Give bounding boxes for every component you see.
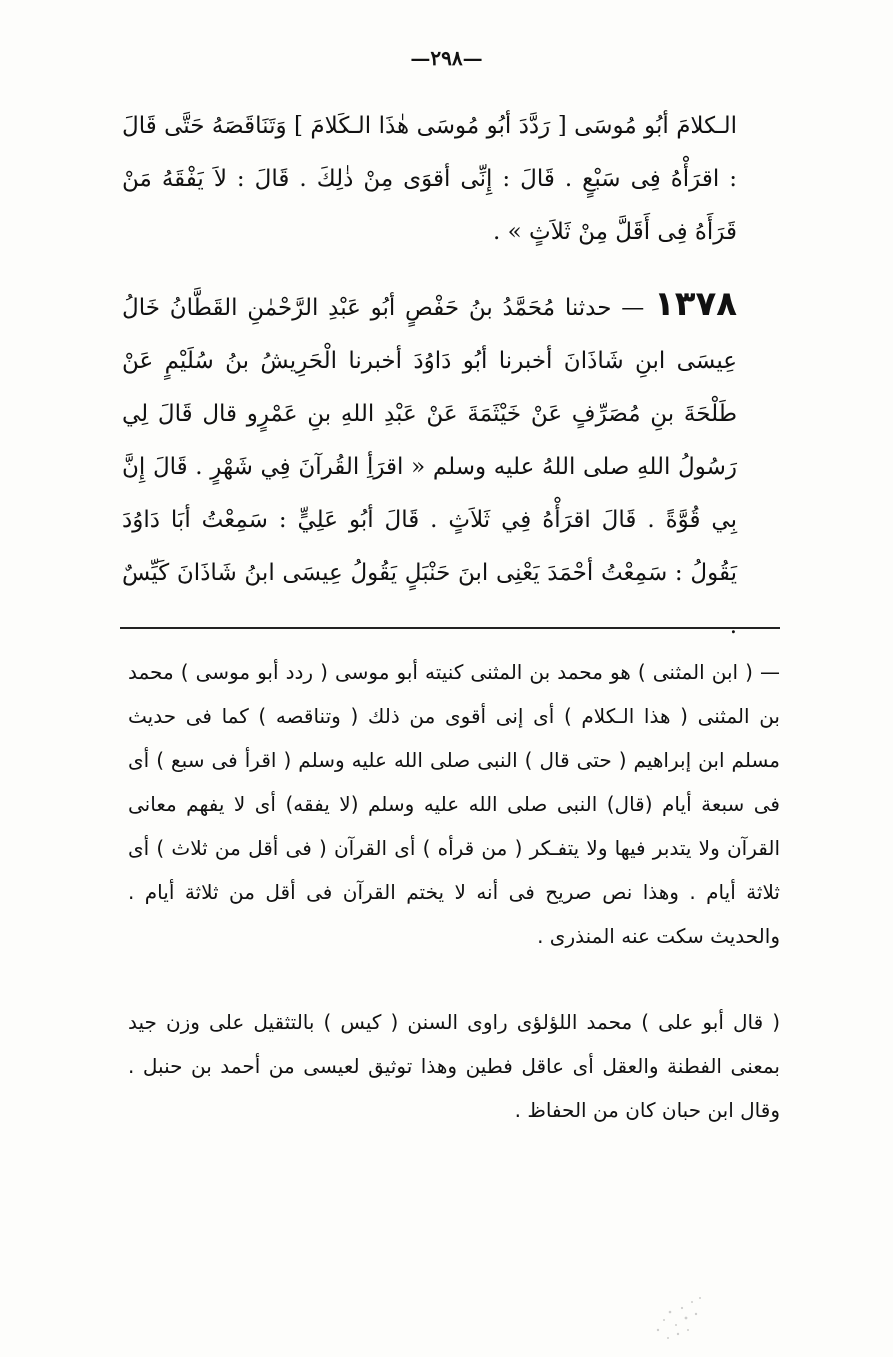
hadith-number: ١٣٧٨ (653, 284, 737, 324)
hadith-text: — حدثنا مُحَمَّدُ بنُ حَفْصٍ أبُو عَبْدِ الرَّحْمٰنِ القَطَّانُ خَالُ عِيسَى ابنِ شَاذَانَ أخبرنا أبُو دَاوُدَ أخبرنا الْحَرِيشُ بنُ سُلَيْمٍ عَنْ طَلْحَةَ بنِ مُصَرِّفٍ عَنْ خَيْثَمَةَ عَنْ عَبْدِ اللهِ بنِ عَمْرٍو قال قَالَ لِي رَسُولُ اللهِ صلى اللهُ عليه وسلم « اقرَأِ القُرآنَ فِي شَهْرٍ . قَالَ إِنَّ بِي قُوَّةً . قَالَ اقرَأْهُ فِي ثَلاَثٍ . قَالَ أبُو عَلِيٍّ : سَمِعْتُ أبَا دَاوُدَ يَقُولُ : سَمِعْتُ أحْمَدَ يَعْنِى ابنَ حَنْبَلٍ يَقُولُ عِيسَى ابنُ شَاذَانَ كَيِّسٌ . (122, 295, 737, 639)
commentary-paragraph-1: — ( ابن المثنى ) هو محمد بن المثنى كنيته أبو موسى ( ردد أبو موسى ) محمد بن المثنى ( هذا الـكلام ) أى إنى أقوى من ذلك ( وتناقصه ) كما فى حديث مسلم ابن إبراهيم ( حتى قال ) النبى صلى الله عليه وسلم ( اقرأ فى سبع ) أى فى سبعة أيام (قال) النبى صلى الله عليه وسلم (لا يفقه) أى لا يفهم معانى القرآن ولا يتدبر فيها ولا يتفـكر ( من قرأه ) أى القرآن ( فى أقل من ثلاث ) أى ثلاثة أيام . وهذا نص صريح فى أنه لا يختم القرآن فى أقل من ثلاثة أيام . والحديث سكت عنه المنذرى . (128, 660, 780, 948)
commentary-paragraph-2: ( قال أبو على ) محمد اللؤلؤى راوى السنن ( كيس ) بالتثقيل على وزن جيد بمعنى الفطنة والعقل أى عاقل فطين وهذا توثيق لعيسى من أحمد بن حنبل . وقال ابن حبان كان من الحفاظ . (128, 1010, 780, 1122)
hadith-paragraph (122, 278, 737, 653)
page-number: —٢٩٨— (410, 46, 483, 70)
continuation-paragraph: الـكلامَ أبُو مُوسَى [ رَدَّدَ أبُو مُوسَى هٰذَا الـكَلامَ ] وَتَنَاقَصَهُ حَتَّى قَالَ : اقرَأْهُ فِى سَبْعٍ . قَالَ : إِنِّى أقوَى مِنْ ذٰلِكَ . قَالَ : لاَ يَفْقَهُ مَنْ قَرَأَهُ فِى أَقَلَّ مِنْ ثَلاَثٍ » . (122, 113, 737, 245)
footnote-divider (120, 627, 780, 629)
scan-smudge (648, 1290, 710, 1348)
